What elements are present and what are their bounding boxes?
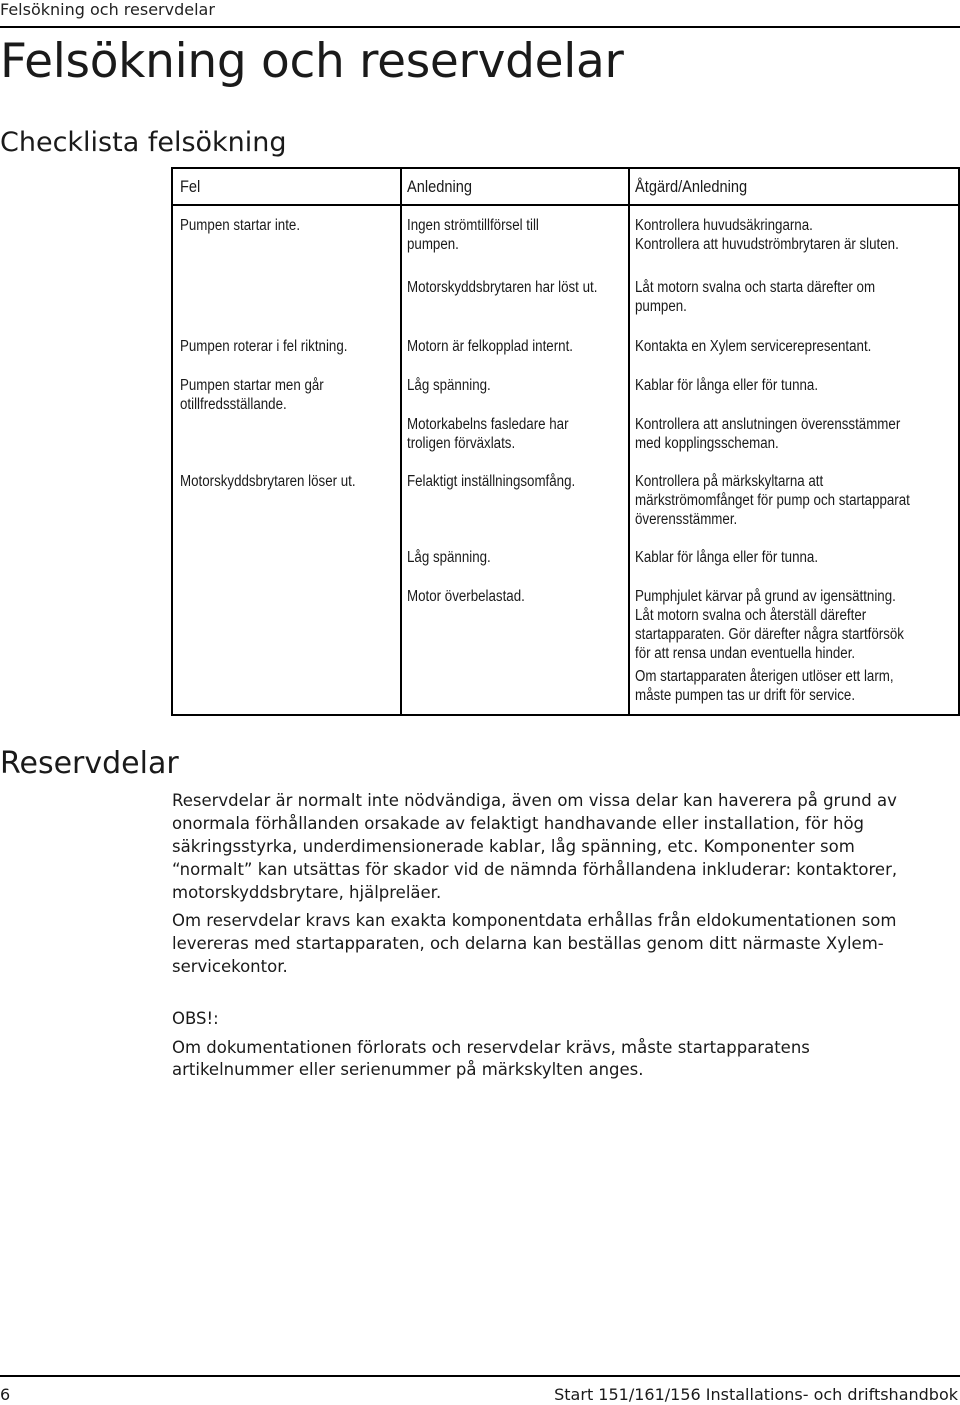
action-cell: Kablar för långa eller för tunna. bbox=[635, 549, 819, 566]
cause-cell: Låg spänning. bbox=[407, 549, 491, 566]
paragraph-line: motorskyddsbrytare, hjälpreläer. bbox=[172, 883, 442, 902]
footer-rule bbox=[0, 1375, 960, 1377]
section-title-checklist: Checklista felsökning bbox=[0, 127, 287, 158]
action-cell: måste pumpen tas ur drift för service. bbox=[635, 687, 856, 704]
table-header-row bbox=[173, 169, 958, 206]
column-header-action: Åtgärd/Anledning bbox=[635, 177, 748, 196]
action-cell: med kopplingsscheman. bbox=[635, 435, 779, 452]
column-divider bbox=[628, 169, 630, 714]
cause-cell: Låg spänning. bbox=[407, 377, 491, 394]
fault-cell: Pumpen startar men går bbox=[180, 377, 324, 394]
action-cell: Låt motorn svalna och starta därefter om bbox=[635, 279, 876, 296]
action-cell: Pumphjulet kärvar på grund av igensättning. bbox=[635, 588, 896, 605]
paragraph-line: Om dokumentationen förlorats och reservdelar krävs, måste startapparatens bbox=[172, 1038, 810, 1057]
action-cell: märkströmomfånget för pump och startapparat bbox=[635, 492, 910, 509]
paragraph-line: säkringsstyrka, underdimensionerade kablar, låg spänning, etc. Komponenter som bbox=[172, 837, 855, 856]
paragraph-line: Om reservdelar kravs kan exakta komponentdata erhållas från eldokumentationen som bbox=[172, 911, 897, 930]
action-cell: Kontrollera huvudsäkringarna. bbox=[635, 217, 813, 234]
action-cell: Kontrollera att anslutningen överensstämmer bbox=[635, 416, 901, 433]
action-cell: Kontakta en Xylem servicerepresentant. bbox=[635, 338, 872, 355]
cause-cell: Motorkabelns fasledare har bbox=[407, 416, 569, 433]
cause-cell: Motor överbelastad. bbox=[407, 588, 525, 605]
fault-cell: Motorskyddsbrytaren löser ut. bbox=[180, 473, 356, 490]
paragraph-line: onormala förhållanden orsakade av felaktigt handhavande eller installation, för hög bbox=[172, 814, 865, 833]
paragraph-line: levereras med startapparaten, och delarna kan beställas genom ditt närmaste Xylem- bbox=[172, 934, 884, 953]
action-cell: för att rensa undan eventuella hinder. bbox=[635, 645, 856, 662]
cause-cell: Ingen strömtillförsel till bbox=[407, 217, 539, 234]
section-title-spare-parts: Reservdelar bbox=[0, 746, 179, 781]
column-header-fault: Fel bbox=[180, 177, 201, 196]
page-title: Felsökning och reservdelar bbox=[0, 34, 624, 89]
cause-cell: pumpen. bbox=[407, 236, 459, 253]
paragraph-line: “normalt” kan utsättas för skador vid de nämnda förhållandena inkluderar: kontaktorer, bbox=[172, 860, 898, 879]
action-cell: startapparaten. Gör därefter några startförsök bbox=[635, 626, 904, 643]
note-label: OBS!: bbox=[172, 1009, 219, 1028]
paragraph-line: Reservdelar är normalt inte nödvändiga, även om vissa delar kan haverera på grund av bbox=[172, 791, 897, 810]
cause-cell: Motorskyddsbrytaren har löst ut. bbox=[407, 279, 598, 296]
action-cell: Kablar för långa eller för tunna. bbox=[635, 377, 819, 394]
cause-cell: Motorn är felkopplad internt. bbox=[407, 338, 573, 355]
action-cell: Om startapparaten återigen utlöser ett larm, bbox=[635, 668, 894, 685]
page-number: 6 bbox=[0, 1385, 11, 1404]
column-header-cause: Anledning bbox=[407, 177, 473, 196]
action-cell: Låt motorn svalna och återställ därefter bbox=[635, 607, 867, 624]
running-header: Felsökning och reservdelar bbox=[0, 0, 215, 19]
cause-cell: Felaktigt inställningsomfång. bbox=[407, 473, 576, 490]
action-cell: Kontrollera på märkskyltarna att bbox=[635, 473, 824, 490]
document-title: Start 151/161/156 Installations- och driftshandbok bbox=[554, 1385, 958, 1404]
paragraph-line: servicekontor. bbox=[172, 957, 288, 976]
fault-cell: Pumpen startar inte. bbox=[180, 217, 301, 234]
fault-cell: otillfredsställande. bbox=[180, 396, 287, 413]
troubleshooting-table bbox=[171, 167, 960, 716]
action-cell: överensstämmer. bbox=[635, 511, 738, 528]
action-cell: Kontrollera att huvudströmbrytaren är sluten. bbox=[635, 236, 899, 253]
cause-cell: troligen förväxlats. bbox=[407, 435, 516, 452]
fault-cell: Pumpen roterar i fel riktning. bbox=[180, 338, 348, 355]
column-divider bbox=[400, 169, 402, 714]
action-cell: pumpen. bbox=[635, 298, 687, 315]
paragraph-line: artikelnummer eller serienummer på märkskylten anges. bbox=[172, 1060, 644, 1079]
header-rule bbox=[0, 26, 960, 28]
